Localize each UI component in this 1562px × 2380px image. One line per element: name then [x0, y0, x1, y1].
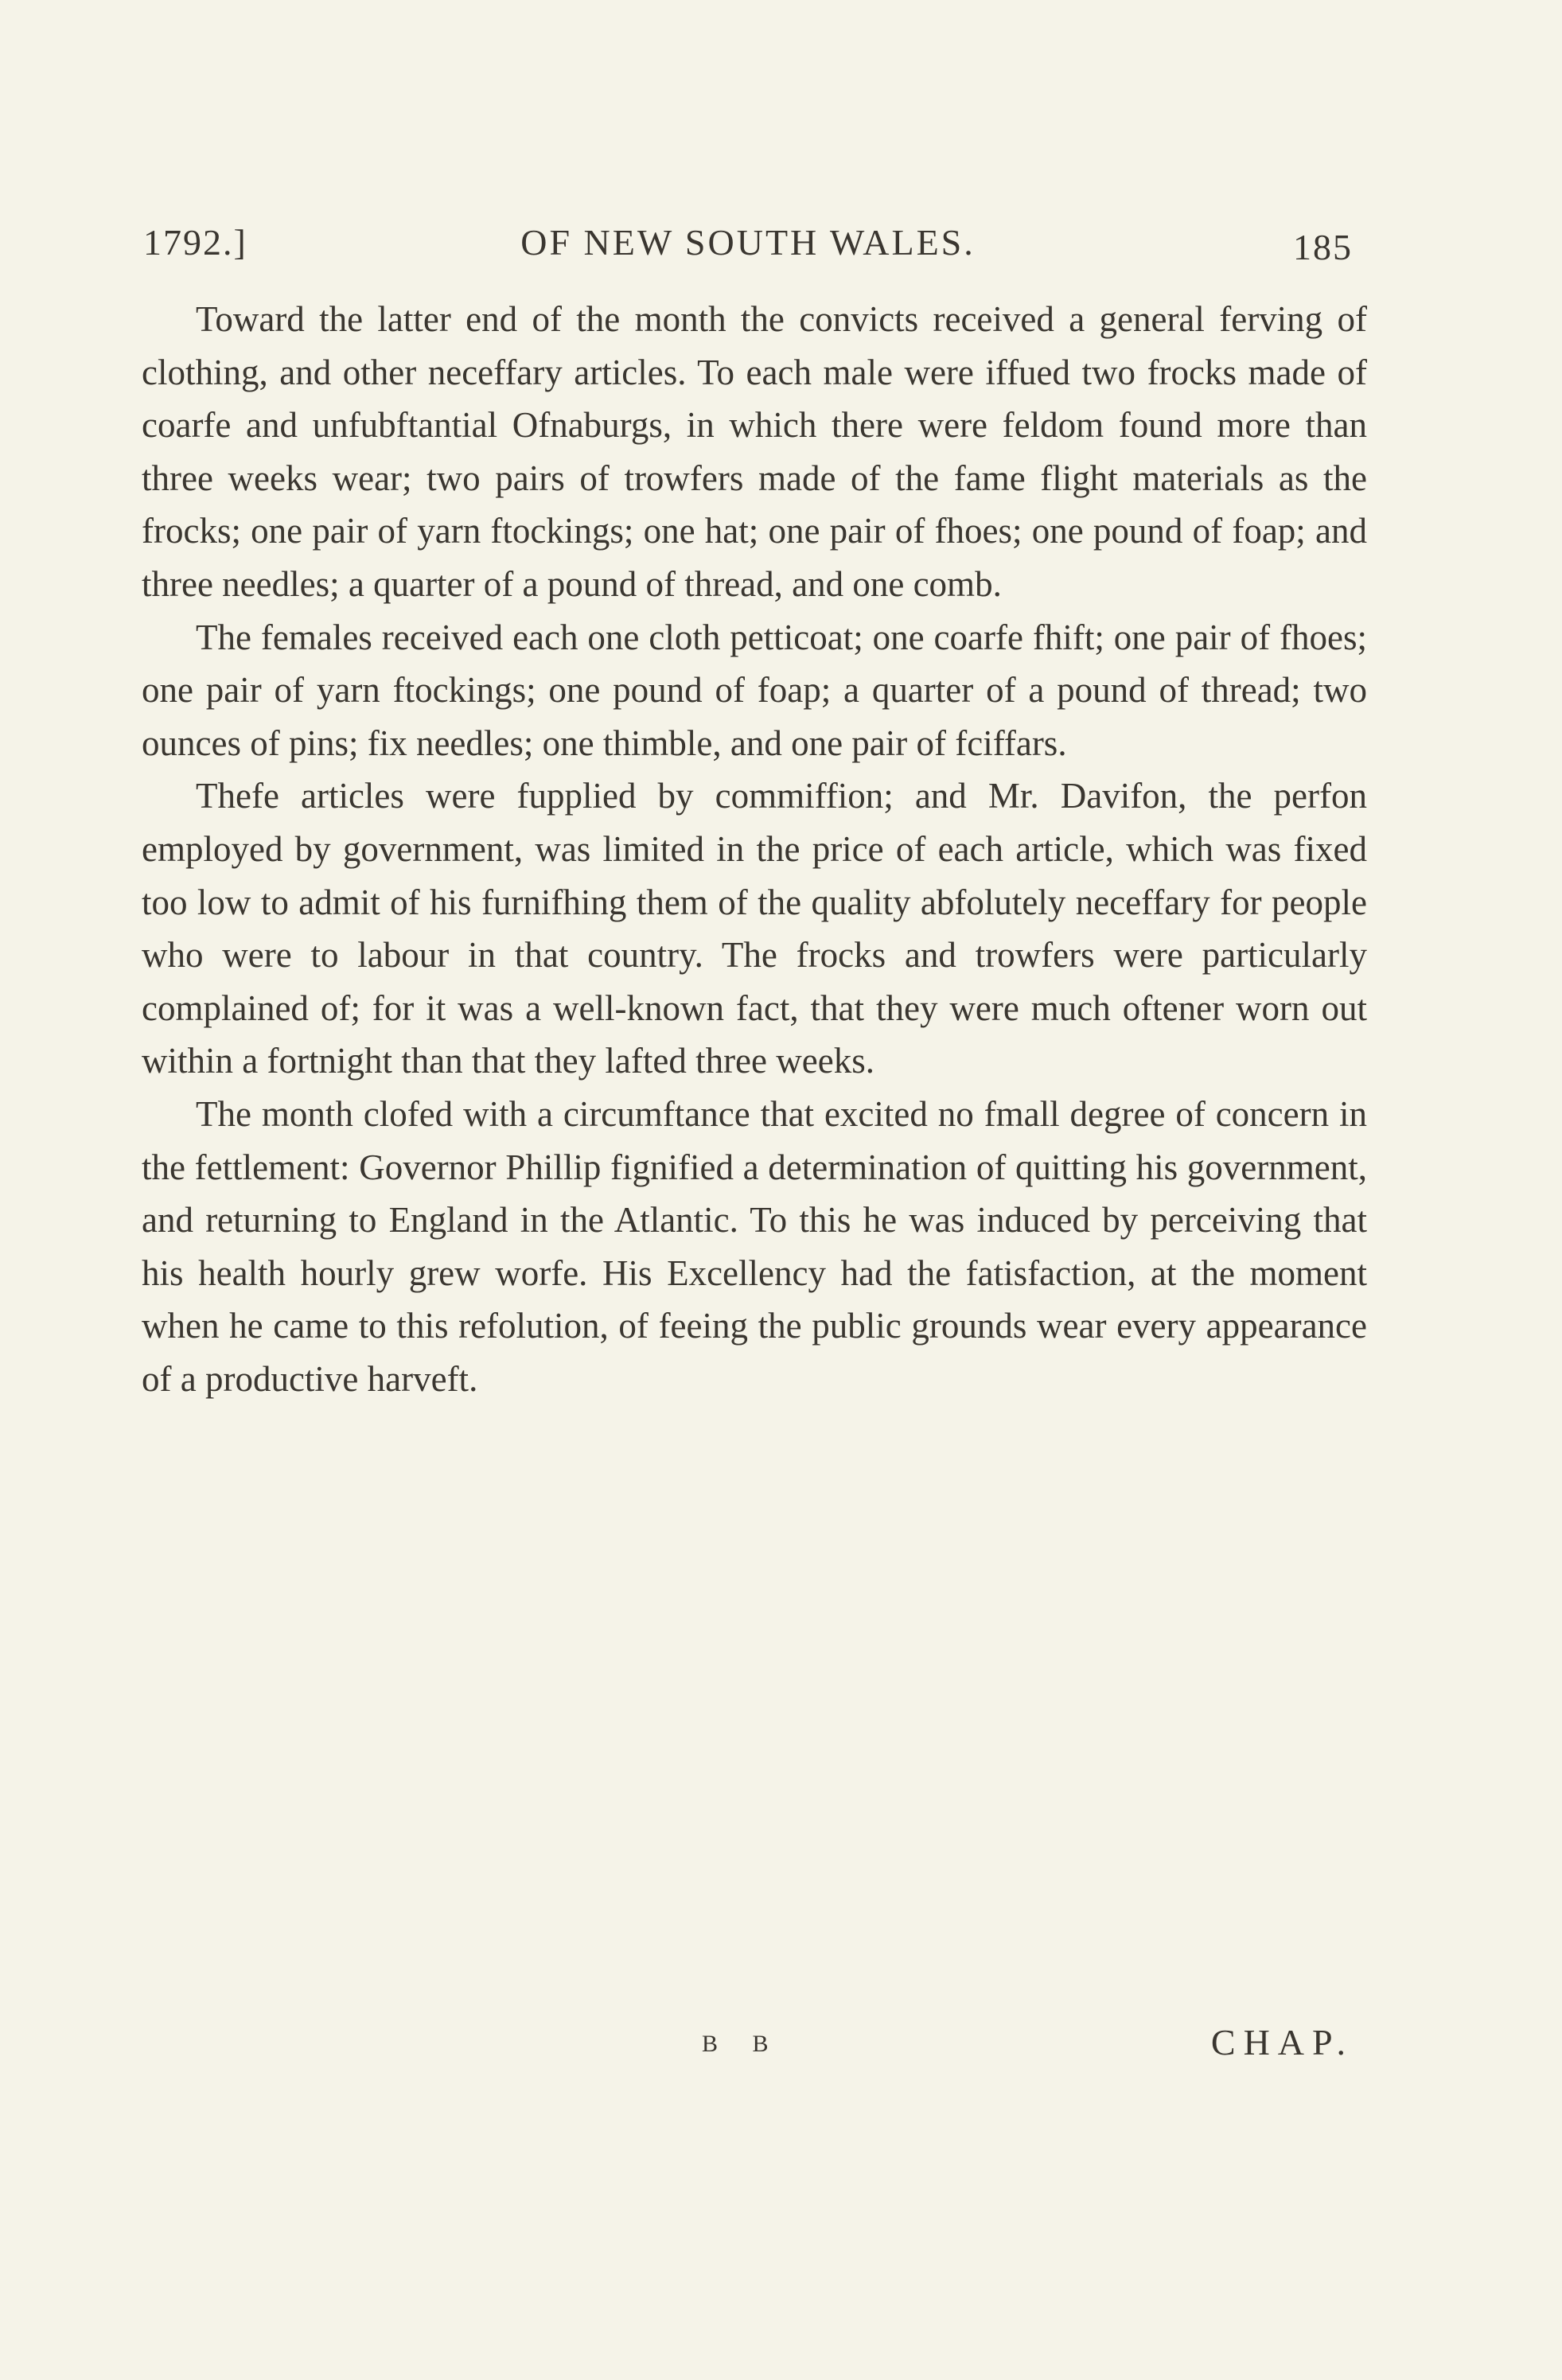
- paragraph-4: The month clofed with a circumftance that excited no fmall degree of concern in the fettlement: Governor Phillip fignified a determination of quitting his government, and returning to England in the Atlantic. To this he was induced by perceiving that his health hourly grew worfe. His Excellency had the fatisfaction, at the moment when he came to this refolution, of feeing the public grounds wear every appearance of a productive harveft.: [142, 1093, 1367, 1399]
- signature-mark: B B: [702, 2031, 783, 2057]
- paragraph-2: The females received each one cloth petticoat; one coarfe fhift; one pair of fhoes; one pair of yarn ftockings; one pound of foap; a quarter of a pound of thread; two ounces of pins; fix needles; one thimble, and one pair of fciffars.: [142, 617, 1367, 763]
- paragraph-1: Toward the latter end of the month the convicts received a general ferving of clothing, and other neceffary articles. To each male were iffued two frocks made of coarfe and unfubftantial Ofnaburgs, in which there were feldom found more than three weeks wear; two pairs of trowfers made of the fame flight materials as the frocks; one pair of yarn ftockings; one hat; one pair of fhoes; one pound of foap; and three needles; a quarter of a pound of thread, and one comb.: [142, 299, 1367, 604]
- page-number: 185: [1293, 227, 1353, 267]
- running-header: [143, 215, 1353, 279]
- body-text: [142, 293, 1367, 1405]
- paragraph-3: Thefe articles were fupplied by commiffion; and Mr. Davifon, the perfon employed by government, was limited in the price of each article, which was fixed too low to admit of his furnifhing them of the quality abfolutely neceffary for people who were to labour in that country. The frocks and trowfers were particularly complained of; for it was a well-known fact, that they were much oftener worn out within a fortnight than that they lafted three weeks.: [142, 776, 1367, 1081]
- running-title: OF NEW SOUTH WALES.: [520, 222, 976, 263]
- page-footer: [0, 2021, 1562, 2085]
- catchword: CHAP.: [1210, 2022, 1354, 2063]
- header-year: 1792.]: [143, 222, 247, 263]
